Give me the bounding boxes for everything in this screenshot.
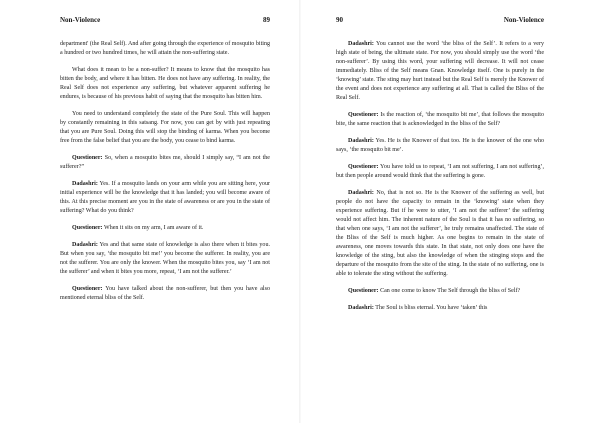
paragraph-text: You need to understand completely the state of the Pure Soul. This will happen by constantly remaining in this satsang. For now, you can get by with just repeating that you are Pure Soul. Doing this will stop the binding of karma. When you become free from the false belief that you are the body, you cease to bind karma.: [60, 111, 270, 144]
paragraph: [60, 40, 270, 58]
speaker-label: Dadashri:: [348, 138, 374, 144]
paragraph-text: Can one come to know The Self through the bliss of Self?: [378, 288, 521, 294]
paragraph: [336, 304, 544, 313]
speaker-label: Questioner:: [72, 155, 103, 161]
paragraph: [60, 285, 270, 303]
speaker-label: Questioner:: [348, 112, 379, 118]
speaker-label: Dadashri:: [72, 242, 98, 248]
paragraph: [60, 224, 270, 233]
speaker-label: Dadashri:: [348, 305, 374, 311]
paragraph-text: No, that is not so. He is the Knower of the suffering as well, but people do not have the capacity to remain in the ‘knowing’ state when they experience suffering. But if he were to utter, ‘I am not the sufferer’ the suffering would not affect him. The inherent nature of the Soul is that it has no suffering, so that when one says, ‘I am not the sufferer’, he truly remains unaffected. The state of the Bliss of the Self is much higher. As one begins to remain in the state of awareness, one moves towards this state. In that state, not only does one have the knowledge of the sting, but also the knowledge of when the stinging stops and the departure of the mosquito from the site of the sting. In the state of no suffering, one is able to tolerate the sting without the suffering.: [336, 190, 544, 277]
paragraph: [336, 40, 544, 103]
paragraph-text: department' (the Real Self). And after going through the experience of mosquito biting a hundred or two hundred times, he will attain the non-suffering state.: [60, 41, 270, 56]
speaker-label: Questioner:: [348, 164, 379, 170]
speaker-label: Dadashri:: [348, 190, 374, 196]
paragraph-text: What does it mean to be a non-suffer? It means to know that the mosquito has bitten the body, and where it has bitten. He does not have any suffering. In reality, the Real Self does not experience any suffering, but whatever apparent suffering he endures, is because of his previous habit of saying that the mosquito has bitten him.: [60, 67, 270, 100]
paragraph-text: Is the reaction of, ‘the mosquito bit me’, that follows the mosquito bite, the same reaction that is acknowledged in the bliss of the Self?: [336, 112, 544, 127]
speaker-label: Questioner:: [72, 225, 103, 231]
speaker-label: Dadashri:: [348, 41, 374, 47]
paragraph: [336, 189, 544, 279]
page-body: [60, 40, 270, 303]
paragraph-text: Yes. If a mosquito lands on your arm while you are sitting here, your initial experience will be the knowledge that it has landed; you will become aware of this. At this precise moment are you in the state of awareness or are you in the state of suffering? What do you think?: [60, 181, 270, 214]
paragraph: [60, 110, 270, 146]
running-title: Non-Violence: [60, 16, 101, 24]
paragraph-text: You have talked about the non-sufferer, but then you have also mentioned eternal bliss of the Self.: [60, 286, 270, 301]
speaker-label: Dadashri:: [72, 181, 98, 187]
right-page: [300, 0, 600, 423]
page-number: 90: [336, 16, 343, 24]
speaker-label: Questioner:: [348, 288, 379, 294]
paragraph-text: You cannot use the word ‘the bliss of the Self’. It refers to a very high state of being, the ultimate state. For now, you should simply use the word ‘the non-sufferer’. By using this word, your suffering will decrease. It will not cease immediately. Bliss of the Self means Gnan. Knowledge itself. One is purely in the ‘knowing’ state. The sting may hurt instead but the Real Self is merely the Knower of the event and does not experience any suffering at all. That is called the Bliss of the Real Self.: [336, 41, 544, 101]
running-title: Non-Violence: [503, 16, 544, 24]
paragraph-text: You have told us to repeat, ‘I am not suffering, I am not suffering’, but then people around would think that the suffering is gone.: [336, 164, 544, 179]
paragraph-text: Yes and that same state of knowledge is also there when it bites you. But when you say, ‘the mosquito bit me!’ you become the sufferer. In reality, you are not the sufferer. You are only the knower. When the mosquito bites you, say ‘I am not the sufferer’ and when it bites you more, repeat, ‘I am not the sufferer.’: [60, 242, 270, 275]
paragraph: [336, 137, 544, 155]
paragraph: [60, 154, 270, 172]
paragraph-text: Yes. He is the Knower of that too. He is the knower of the one who says, ‘the mosquito bit me’.: [336, 138, 544, 153]
paragraph: [336, 111, 544, 129]
paragraph: [60, 66, 270, 102]
paragraph: [60, 180, 270, 216]
left-page-header: [60, 16, 270, 40]
page-number: 89: [263, 16, 270, 24]
paragraph-text: When it sits on my arm, I am aware of it.: [102, 225, 204, 231]
speaker-label: Questioner:: [72, 286, 103, 292]
paragraph: [336, 287, 544, 296]
right-page-header: [336, 16, 544, 40]
paragraph: [336, 163, 544, 181]
paragraph: [60, 241, 270, 277]
paragraph-text: So, when a mosquito bites me, should I simply say, “I am not the sufferer?”: [60, 155, 270, 170]
page-body: [336, 40, 544, 313]
paragraph-text: The Soul is bliss eternal. You have ‘taken’ this: [373, 305, 488, 311]
